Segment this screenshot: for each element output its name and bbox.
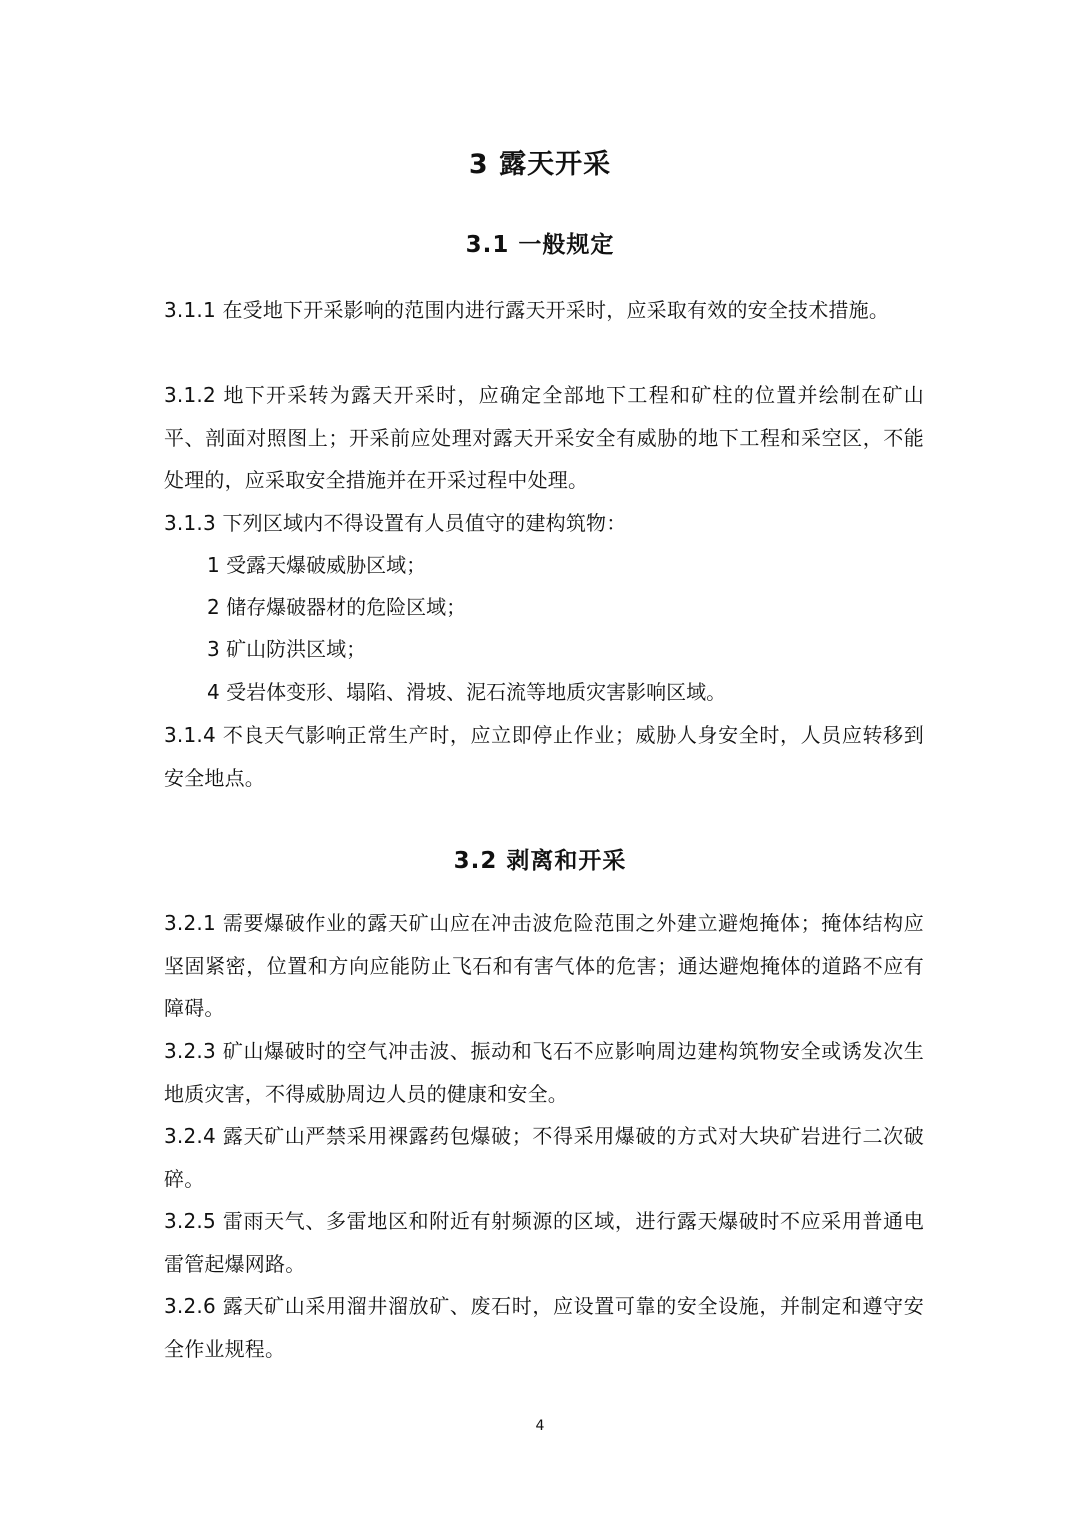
chapter-title: 3 露天开采 [468,149,612,180]
page-number: 4 [535,1418,545,1434]
clause-3-1-2: 3.1.2 地下开采转为露天开采时，应确定全部地下工程和矿柱的位置并绘制在矿山平、剖面对照图上；开采前应处理对露天开采安全有威胁的地下工程和采空区，不能处理的，应采取安全措施并在开采过程中处理。 [164,383,924,492]
list-item: 4 受岩体变形、塌陷、滑坡、泥石流等地质灾害影响区域。 [207,680,727,704]
clause-3-1-1: 3.1.1 在受地下开采影响的范围内进行露天开采时，应采取有效的安全技术措施。 [164,298,890,322]
clause-3-2-3: 3.2.3 矿山爆破时的空气冲击波、振动和飞石不应影响周边建构筑物安全或诱发次生地质灾害，不得威胁周边人员的健康和安全。 [164,1039,924,1106]
clause-3-1-3: 3.1.3 下列区域内不得设置有人员值守的建构筑物： [164,511,627,535]
clause-3-2-1: 3.2.1 需要爆破作业的露天矿山应在冲击波危险范围之外建立避炮掩体；掩体结构应坚固紧密，位置和方向应能防止飞石和有害气体的危害；通达避炮掩体的道路不应有障碍。 [164,911,924,1020]
clause-3-2-4: 3.2.4 露天矿山严禁采用裸露药包爆破；不得采用爆破的方式对大块矿岩进行二次破碎。 [164,1124,924,1191]
clause-3-1-4: 3.1.4 不良天气影响正常生产时，应立即停止作业；威胁人身安全时，人员应转移到安全地点。 [164,723,924,790]
clause-3-2-6: 3.2.6 露天矿山采用溜井溜放矿、废石时，应设置可靠的安全设施，并制定和遵守安全作业规程。 [164,1294,924,1361]
section-3-1-title: 3.1 一般规定 [465,232,615,258]
list-item: 3 矿山防洪区域； [207,637,367,661]
section-3-2-title: 3.2 剥离和开采 [453,848,627,874]
list-item: 2 储存爆破器材的危险区域； [207,595,467,619]
clause-3-2-5: 3.2.5 雷雨天气、多雷地区和附近有射频源的区域，进行露天爆破时不应采用普通电雷管起爆网路。 [164,1209,924,1276]
list-item: 1 受露天爆破威胁区域； [207,553,427,577]
